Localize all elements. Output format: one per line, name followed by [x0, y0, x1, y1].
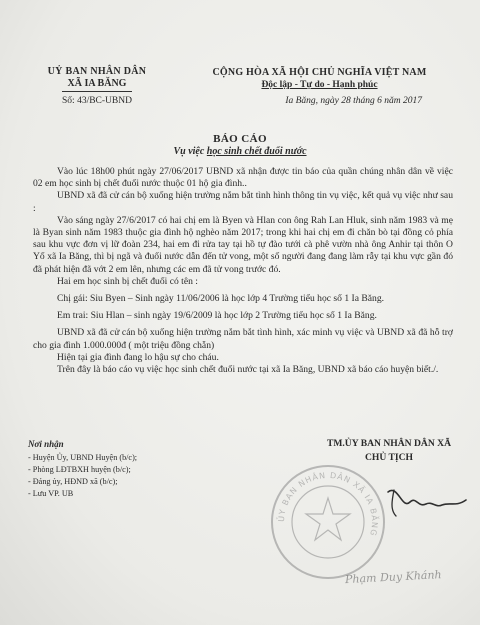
paragraph: Vào sáng ngày 27/6/2017 có hai chị em là Byen và Hlan con ông Rah Lan Hluk, sinh năm 1983 và mẹ là Byan sinh năm 1983 thuộc gia đình hộ nghèo năm 2017; trong khi hai chị em đi chăn bò tại đồng cỏ phía sau khu vực đơn vị lữ đoàn 234, hai em đi rửa tay tại hồ tự đào tưới cà phê vườn nhà ông Anhir tại thôn O Yố xã Ia Băng, thì bị ngã và đuối nước dẫn đến tử vong, một số người đang đang làm rẫy tại khu vực gần đó đã phát hiện đã vớt 2 em lên, nhưng các em đã tử vong trước đó.: [33, 214, 453, 275]
subtitle-prefix: Vụ việc: [173, 146, 207, 157]
document-title: BÁO CÁO: [213, 133, 267, 145]
subtitle-topic: học sinh chết đuối nước: [206, 146, 307, 157]
recipients-label: Nơi nhận: [28, 439, 64, 449]
handwritten-signature: [380, 480, 470, 525]
recipient-item: - Huyện Ủy, UBND Huyện (b/c);: [28, 453, 138, 462]
document-subtitle: [0, 146, 480, 157]
signer-organization: TM.ỦY BAN NHÂN DÂN XÃ: [326, 438, 452, 449]
issuer-header: [22, 66, 172, 107]
paragraph: Hiện tại gia đình đang lo hậu sự cho cháu.: [57, 351, 219, 363]
paragraph: UBND xã đã cử cán bộ xuống hiện trường nắm bắt tình hình thông tin vụ việc, kết quả vụ việc như sau :: [33, 190, 453, 214]
stamp-text: ỦY BAN NHÂN DÂN XÃ IA BĂNG: [276, 470, 380, 538]
signature-block: [300, 438, 478, 464]
document-number: Số: 43/BC-UBND: [62, 96, 132, 106]
recipient-item: - Lưu VP. UB: [28, 489, 74, 498]
recipients-list: [28, 438, 198, 500]
recipient-item: - Phòng LĐTBXH huyện (b/c);: [28, 465, 131, 474]
signer-role: CHỦ TỊCH: [364, 452, 414, 463]
paragraph: UBND xã đã cử cán bộ xuống hiện trường nắm bắt tình hình, xác minh vụ việc và UBND xã đã hỗ trợ cho gia đình 1.000.000đ ( một triệu đồng chẵn): [33, 327, 453, 351]
official-stamp: [268, 462, 388, 582]
paragraph: Chị gái: Siu Byen – Sinh ngày 11/06/2006 là học lớp 4 Trường tiểu học số 1 Ia Băng.: [57, 293, 385, 305]
issuer-commune: XÃ IA BĂNG: [62, 78, 133, 92]
national-title: CỘNG HÒA XÃ HỘI CHỦ NGHĨA VIỆT NAM: [212, 67, 427, 78]
paragraph: Em trai: Siu Hlan – sinh ngày 19/6/2009 là học lớp 2 Trường tiểu học số 1 Ia Băng.: [57, 310, 377, 322]
paragraph: Hai em học sinh bị chết đuối có tên :: [57, 275, 198, 287]
document-date: Ia Băng, ngày 28 tháng 6 năm 2017: [285, 96, 422, 106]
recipient-item: - Đảng ủy, HĐND xã (b/c);: [28, 477, 118, 486]
report-body: [33, 166, 453, 376]
signer-name: Phạm Duy Khánh: [344, 568, 442, 587]
paragraph: Vào lúc 18h00 phút ngày 27/06/2017 UBND xã nhận được tin báo của quần chúng nhân dân về việc 02 em học sinh bị chết đuối nước thuộc 01 hộ gia đình..: [33, 166, 453, 190]
national-motto: Độc lập - Tự do - Hạnh phúc: [261, 80, 378, 90]
paragraph: Trên đây là báo cáo vụ việc học sinh chết đuối nước tại xã Ia Băng, UBND xã báo cáo huyện biết./.: [57, 364, 439, 376]
issuer-org-name: UỶ BAN NHÂN DÂN: [47, 66, 147, 77]
national-header: [172, 66, 467, 108]
